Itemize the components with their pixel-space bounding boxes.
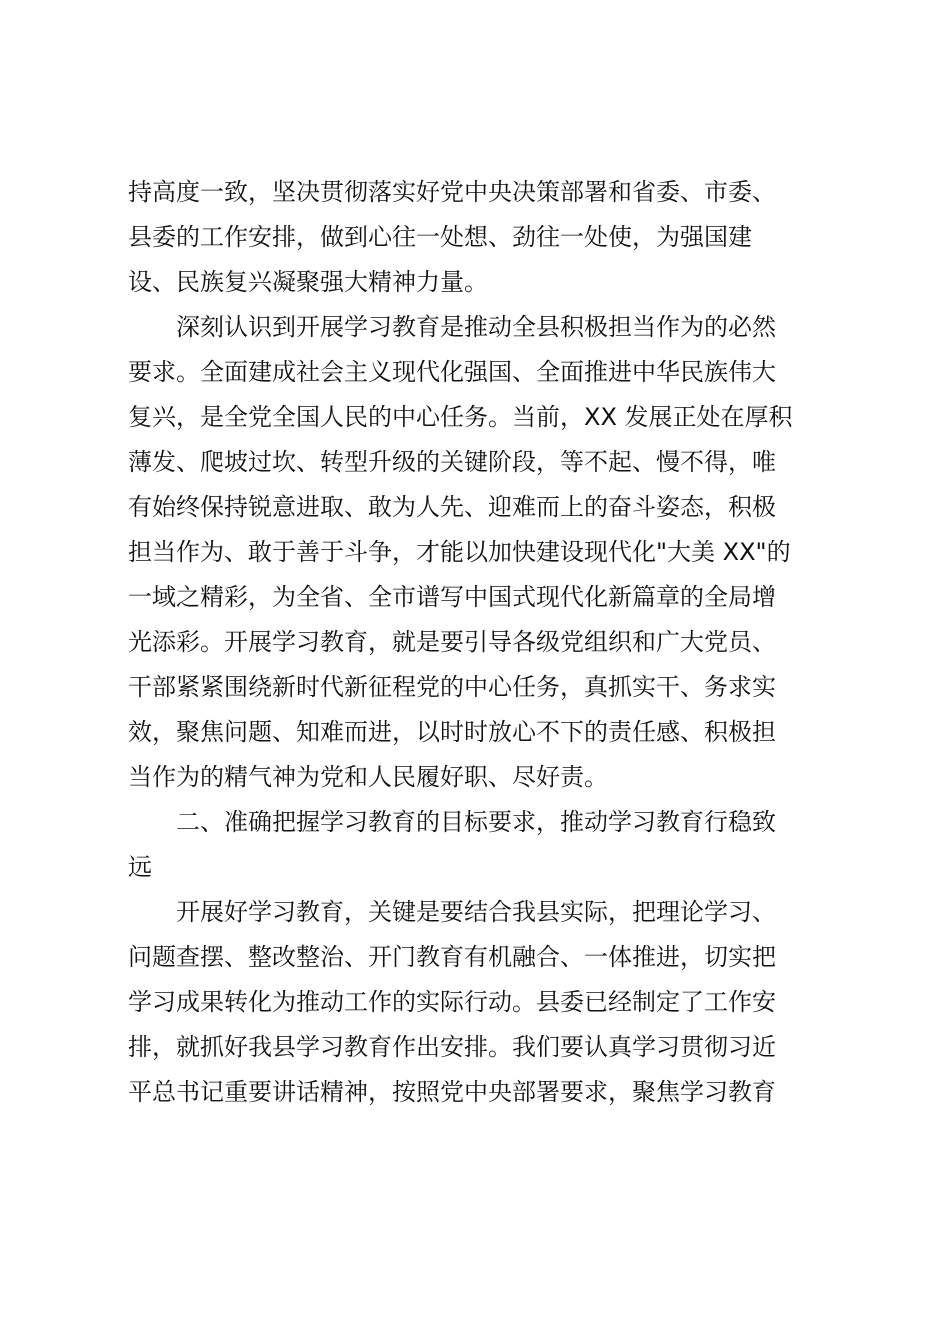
section-heading-continued: 远 bbox=[128, 853, 152, 881]
section-heading: 二、准确把握学习教育的目标要求，推动学习教育行稳致 bbox=[128, 808, 776, 836]
text-line: 平总书记重要讲话精神，按照党中央部署要求，聚焦学习教育 bbox=[128, 1078, 776, 1106]
text-line: 干部紧紧围绕新时代新征程党的中心任务，真抓实干、务求实 bbox=[128, 673, 776, 701]
text-line: 复兴，是全党全国人民的中心任务。当前，XX 发展正处在厚积 bbox=[128, 403, 793, 431]
text-line: 县委的工作安排，做到心往一处想、劲往一处使，为强国建 bbox=[128, 223, 752, 251]
text-line: 效，聚焦问题、知难而进，以时时放心不下的责任感、积极担 bbox=[128, 718, 776, 746]
text-line: 排，就抓好我县学习教育作出安排。我们要认真学习贯彻习近 bbox=[128, 1033, 776, 1061]
text-line: 深刻认识到开展学习教育是推动全县积极担当作为的必然 bbox=[128, 313, 776, 341]
text-line: 有始终保持锐意进取、敢为人先、迎难而上的奋斗姿态，积极 bbox=[128, 493, 776, 521]
body-text bbox=[128, 170, 828, 1115]
text-line: 一域之精彩，为全省、全市谱写中国式现代化新篇章的全局增 bbox=[128, 583, 776, 611]
text-line: 持高度一致，坚决贯彻落实好党中央决策部署和省委、市委、 bbox=[128, 178, 776, 206]
text-line: 要求。全面建成社会主义现代化强国、全面推进中华民族伟大 bbox=[128, 358, 776, 386]
text-line: 设、民族复兴凝聚强大精神力量。 bbox=[128, 268, 488, 296]
text-line: 问题查摆、整改整治、开门教育有机融合、一体推进，切实把 bbox=[128, 943, 776, 971]
text-line: 当作为的精气神为党和人民履好职、尽好责。 bbox=[128, 763, 608, 791]
text-line: 光添彩。开展学习教育，就是要引导各级党组织和广大党员、 bbox=[128, 628, 776, 656]
text-line: 学习成果转化为推动工作的实际行动。县委已经制定了工作安 bbox=[128, 988, 776, 1016]
text-line: 开展好学习教育，关键是要结合我县实际，把理论学习、 bbox=[128, 898, 776, 926]
text-line: 薄发、爬坡过坎、转型升级的关键阶段，等不起、慢不得，唯 bbox=[128, 448, 776, 476]
text-line: 担当作为、敢于善于斗争，才能以加快建设现代化"大美 XX"的 bbox=[128, 538, 791, 566]
